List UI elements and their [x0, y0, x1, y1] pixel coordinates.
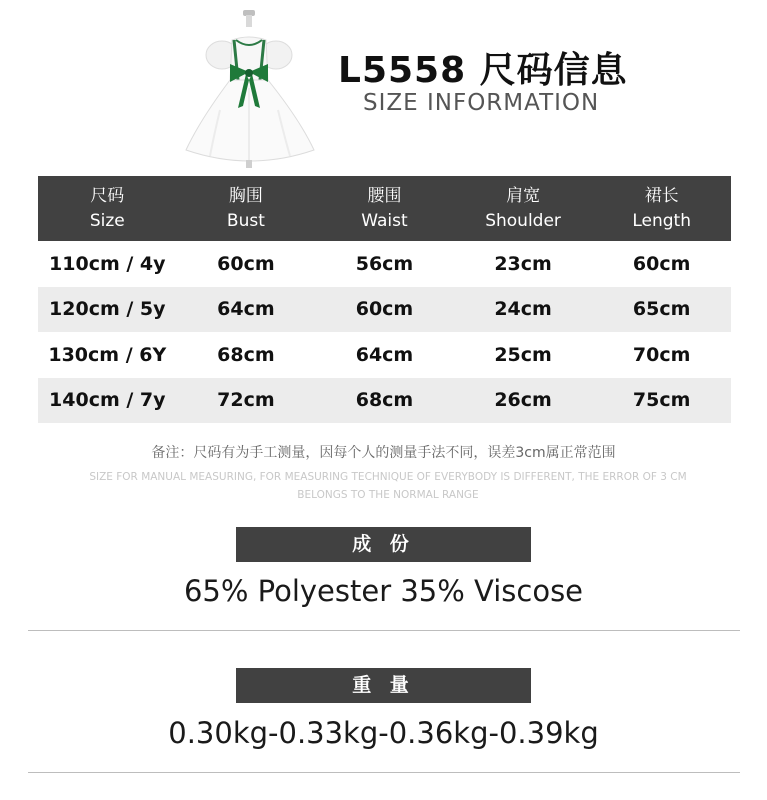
table-row: [38, 332, 731, 378]
note-english: [48, 468, 728, 504]
table-cell: 24cm: [494, 298, 552, 321]
weight-value: 0.30kg-0.33kg-0.36kg-0.39kg: [168, 716, 599, 750]
column-header-bust: 胸围 Bust: [226, 185, 265, 231]
column-header-waist: 腰围 Waist: [361, 185, 408, 231]
page-title: L5558 尺码信息: [338, 50, 628, 91]
divider: [28, 772, 740, 773]
table-cell: 26cm: [494, 389, 552, 412]
note-english-line2: BELONGS TO THE NORMAL RANGE: [297, 489, 479, 501]
page-subtitle: SIZE INFORMATION: [363, 90, 600, 116]
composition-label: 成 份: [236, 527, 531, 562]
note-english-line1: SIZE FOR MANUAL MEASURING, FOR MEASURING TECHNIQUE OF EVERYBODY IS DIFFERENT, THE ERROR OF 3 CM: [89, 471, 687, 483]
table-cell: 60cm: [355, 298, 414, 321]
column-header-shoulder: 肩宽 Shoulder: [485, 185, 561, 231]
size-table: [38, 176, 731, 423]
column-header-length: 裙长 Length: [632, 185, 691, 231]
table-cell: 130cm / 6Y: [48, 343, 167, 366]
table-row: [38, 378, 731, 424]
table-cell: 56cm: [355, 252, 414, 275]
dress-image: [180, 10, 320, 168]
table-cell: 64cm: [355, 343, 414, 366]
table-cell: 23cm: [494, 252, 552, 275]
column-header-size: 尺码 Size: [89, 185, 125, 231]
table-row: [38, 241, 731, 287]
table-cell: 60cm: [217, 252, 275, 275]
table-row: [38, 287, 731, 333]
table-cell: 68cm: [355, 389, 414, 412]
table-cell: 60cm: [632, 252, 691, 275]
table-cell: 140cm / 7y: [49, 389, 166, 412]
note-chinese: 备注：尺码有为手工测量，因每个人的测量手法不同，误差3cm属正常范围: [151, 445, 616, 461]
table-cell: 64cm: [217, 298, 275, 321]
weight-label: 重 量: [236, 668, 531, 703]
table-cell: 75cm: [632, 389, 691, 412]
table-cell: 72cm: [217, 389, 275, 412]
table-header-row: [38, 176, 731, 241]
table-cell: 65cm: [632, 298, 691, 321]
table-cell: 68cm: [217, 343, 275, 366]
table-cell: 25cm: [494, 343, 552, 366]
header: [0, 0, 767, 170]
table-cell: 70cm: [632, 343, 691, 366]
divider: [28, 630, 740, 631]
composition-value: 65% Polyester 35% Viscose: [183, 574, 584, 608]
table-cell: 120cm / 5y: [49, 298, 166, 321]
table-cell: 110cm / 4y: [49, 252, 166, 275]
